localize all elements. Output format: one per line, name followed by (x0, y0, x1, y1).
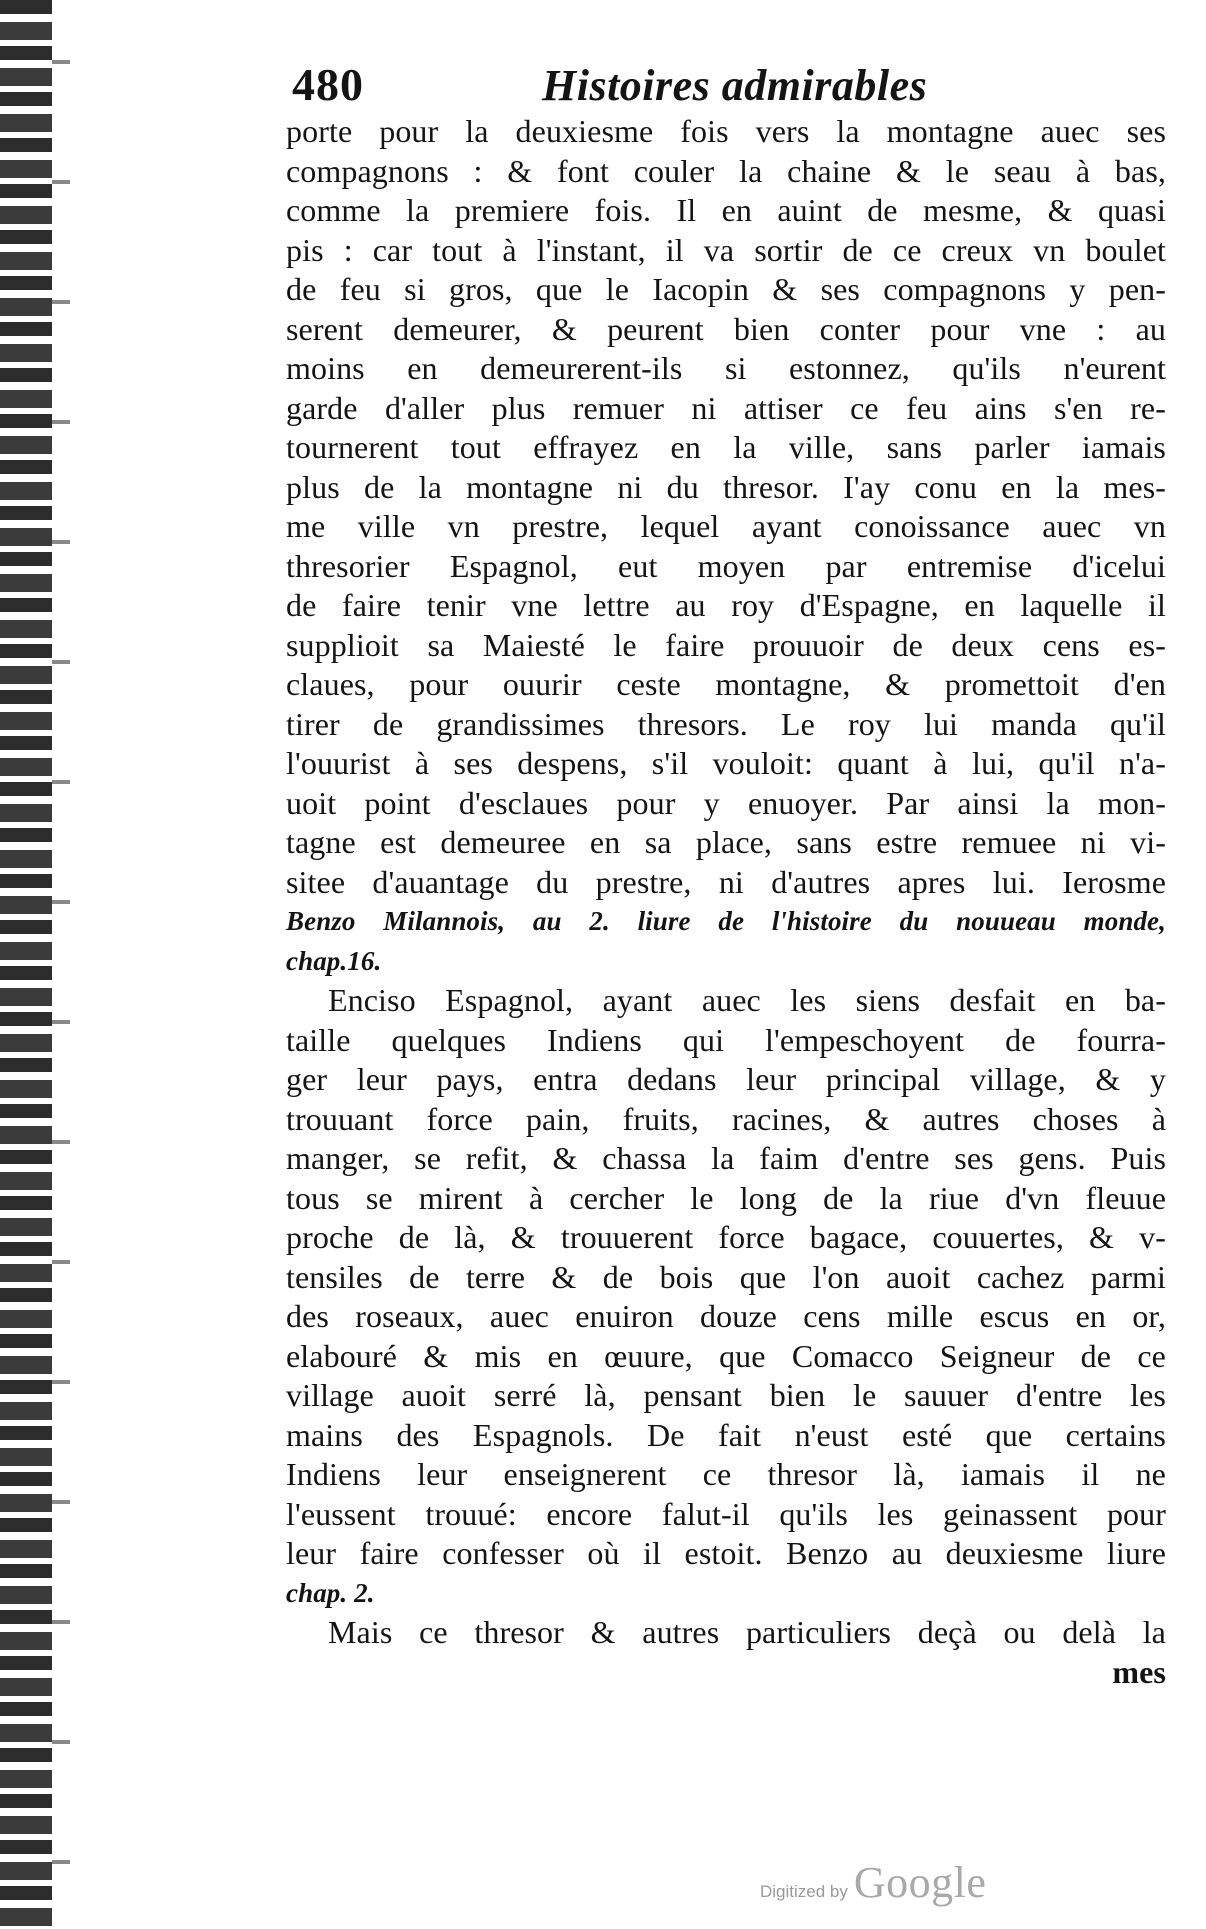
text-line: claues, pour ouurir ceste montagne, & promettoit d'en (286, 666, 1166, 702)
digitized-watermark (760, 1858, 986, 1908)
google-logo: Google (853, 1858, 987, 1907)
text-line: leur faire confesser où il estoit. Benzo au deuxiesme liure (286, 1535, 1166, 1571)
text-line: tagne est demeuree en sa place, sans estre remuee ni vi- (286, 824, 1166, 860)
text-line: tous se mirent à cercher le long de la riue d'vn fleuue (286, 1179, 1166, 1216)
text-line: l'ouurist à ses despens, s'il vouloit: quant à lui, qu'il n'a- (286, 745, 1166, 781)
text-line: serent demeurer, & peurent bien conter pour vne : au (286, 310, 1166, 347)
source-reference: chap.16. (286, 945, 382, 976)
text-line: plus de la montagne ni du thresor. I'ay conu en la mes- (286, 468, 1166, 505)
paragraph-start: Enciso Espagnol, ayant auec les siens desfait en ba- (328, 982, 1166, 1018)
paragraph-start: Mais ce thresor & autres particuliers deçà ou delà la (328, 1614, 1166, 1650)
text-line: des roseaux, auec enuiron douze cens mille escus en or, (286, 1298, 1166, 1334)
text-line: taille quelques Indiens qui l'empeschoyent de fourra- (286, 1021, 1166, 1058)
page-number: 480 (292, 59, 364, 110)
text-line: proche de là, & trouuerent force bagace, couuertes, & v- (286, 1219, 1166, 1255)
text-line: supplioit sa Maiesté le faire prouuoir de deux cens es- (286, 626, 1166, 663)
text-line: sitee d'auantage du prestre, ni d'autres apres lui. Ierosme (286, 863, 1166, 900)
watermark-prefix: Digitized by (760, 1882, 848, 1901)
text-line: porte pour la deuxiesme fois vers la montagne auec ses (286, 113, 1166, 149)
text-line: manger, se refit, & chassa la faim d'entre ses gens. Puis (286, 1140, 1166, 1176)
text-line: de faire tenir vne lettre au roy d'Espagne, en laquelle il (286, 587, 1166, 623)
text-line: moins en demeurerent-ils si estonnez, qu'ils n'eurent (286, 350, 1166, 386)
text-line: de feu si gros, que le Iacopin & ses compagnons y pen- (286, 271, 1166, 307)
text-line: l'eussent trouué: encore falut-il qu'ils les geinassent pour (286, 1495, 1166, 1532)
text-line: trouuant force pain, fruits, racines, & autres choses à (286, 1100, 1166, 1137)
text-line: thresorier Espagnol, eut moyen par entremise d'icelui (286, 547, 1166, 584)
scan-edge-left (0, 0, 52, 1929)
text-line: Indiens leur enseignerent ce thresor là, iamais il ne (286, 1456, 1166, 1492)
text-line: tournerent tout effrayez en la ville, sans parler iamais (286, 429, 1166, 465)
body-text (286, 112, 1166, 1692)
page-header (292, 58, 1152, 118)
text-line: tirer de grandissimes thresors. Le roy lui manda qu'il (286, 705, 1166, 742)
catchword: mes (1112, 1653, 1166, 1690)
source-reference: chap. 2. (286, 1577, 375, 1608)
text-line: me ville vn prestre, lequel ayant conoissance auec vn (286, 508, 1166, 544)
text-line: comme la premiere fois. Il en auint de mesme, & quasi (286, 192, 1166, 228)
source-reference: Benzo Milannois, au 2. liure de l'histoire du nouueau monde, (286, 906, 1166, 936)
text-line: pis : car tout à l'instant, il va sortir de ce creux vn boulet (286, 231, 1166, 268)
text-line: tensiles de terre & de bois que l'on auoit cachez parmi (286, 1258, 1166, 1295)
scan-edge-shadow (52, 0, 70, 1929)
text-line: elabouré & mis en œuure, que Comacco Seigneur de ce (286, 1337, 1166, 1374)
text-line: compagnons : & font couler la chaine & le seau à bas, (286, 152, 1166, 189)
running-title: Histoires admirables (542, 61, 928, 110)
text-line: mains des Espagnols. De fait n'eust esté que certains (286, 1416, 1166, 1453)
text-line: uoit point d'esclaues pour y enuoyer. Par ainsi la mon- (286, 784, 1166, 821)
text-line: garde d'aller plus remuer ni attiser ce feu ains s'en re- (286, 389, 1166, 426)
text-line: ger leur pays, entra dedans leur principal village, & y (286, 1061, 1166, 1097)
text-line: village auoit serré là, pensant bien le sauuer d'entre les (286, 1377, 1166, 1413)
